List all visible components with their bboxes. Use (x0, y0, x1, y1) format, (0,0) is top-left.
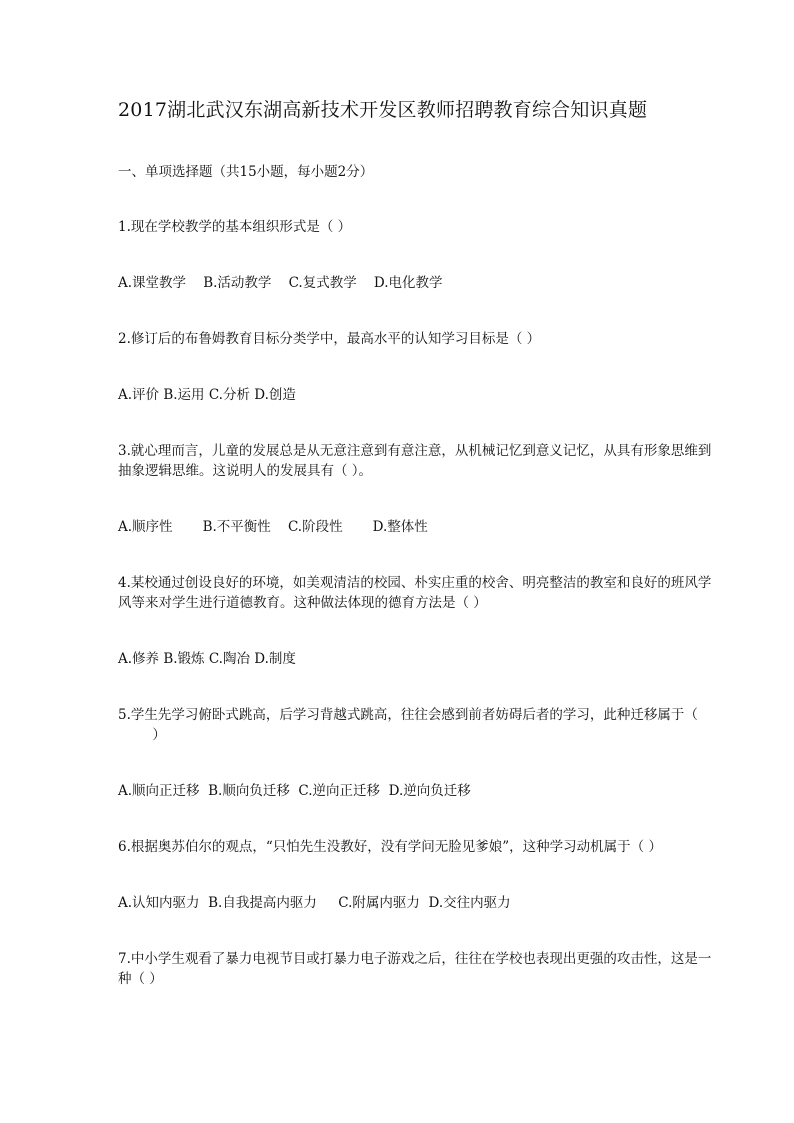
question-2-options: A.评价 B.运用 C.分析 D.创造 (118, 387, 296, 403)
section-heading: 一、单项选择题（共15小题，每小题2分） (118, 164, 374, 180)
question-1-options: A.课堂教学 B.活动教学 C.复式教学 D.电化教学 (118, 275, 443, 291)
question-6-options: A.认知内驱力 B.自我提高内驱力 C.附属内驱力 D.交往内驱力 (118, 895, 511, 911)
question-4-stem-line-2: 风等来对学生进行道德教育。这种做法体现的德育方法是（ ） (118, 595, 487, 611)
question-6-stem: 6.根据奥苏伯尔的观点，“只怕先生没教好，没有学问无脸见爹娘”，这种学习动机属于（ ） (118, 839, 662, 855)
question-3-options: A.顺序性 B.不平衡性 C.阶段性 D.整体性 (118, 519, 428, 535)
document-title: 2017湖北武汉东湖高新技术开发区教师招聘教育综合知识真题 (118, 99, 648, 121)
question-7-stem-line-1: 7.中小学生观看了暴力电视节目或打暴力电子游戏之后，往往在学校也表现出更强的攻击性，这是一 (118, 951, 712, 967)
question-3-stem-line-2: 抽象逻辑思维。这说明人的发展具有（ ）。 (118, 463, 373, 479)
question-3-stem-line-1: 3.就心理而言，儿童的发展总是从无意注意到有意注意，从机械记忆到意义记忆，从具有形象思维到 (118, 443, 712, 459)
question-4-options: A.修养 B.锻炼 C.陶冶 D.制度 (118, 651, 296, 667)
question-2-stem: 2.修订后的布鲁姆教育目标分类学中，最高水平的认知学习目标是（ ） (118, 331, 541, 347)
question-5-options: A.顺向正迁移 B.顺向负迁移 C.逆向正迁移 D.逆向负迁移 (118, 783, 471, 799)
question-5-stem-line-1: 5.学生先学习俯卧式跳高，后学习背越式跳高，往往会感到前者妨碍后者的学习，此种迁移属于（ (118, 707, 698, 723)
question-4-stem-line-1: 4.某校通过创设良好的环境，如美观清洁的校园、朴实庄重的校舍、明亮整洁的教室和良好的班风学 (118, 575, 712, 591)
question-7-stem-line-2: 种（ ） (118, 971, 163, 987)
question-5-stem-line-2: ） (118, 727, 166, 743)
question-1-stem: 1.现在学校教学的基本组织形式是（ ） (118, 219, 352, 235)
